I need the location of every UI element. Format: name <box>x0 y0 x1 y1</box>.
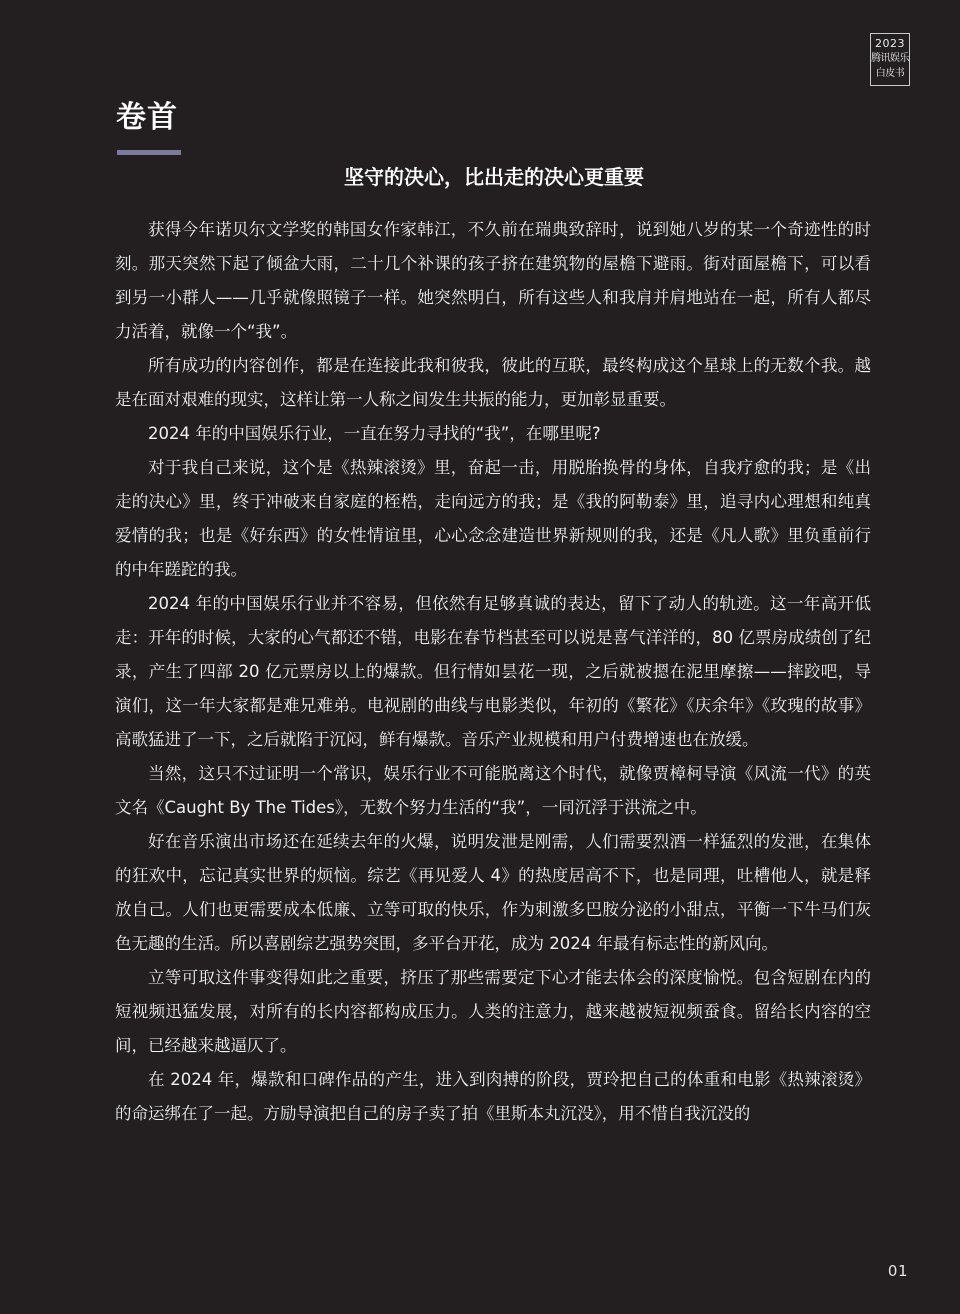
paragraph: 好在音乐演出市场还在延续去年的火爆，说明发泄是刚需，人们需要烈酒一样猛烈的发泄，在集体的狂欢中，忘记真实世界的烦恼。综艺《再见爱人 4》的热度居高不下，也是同理，吐槽他人，就是释放自己。人们也更需要成本低廉、立等可取的快乐，作为刺激多巴胺分泌的小甜点，平衡一下牛马们灰色无趣的生活。所以喜剧综艺强势突围，多平台开花，成为 2024 年最有标志性的新风向。 <box>115 832 871 953</box>
paragraph: 所有成功的内容创作，都是在连接此我和彼我，彼此的互联，最终构成这个星球上的无数个我。越是在面对艰难的现实，这样让第一人称之间发生共振的能力，更加彰显重要。 <box>115 356 871 409</box>
paragraph: 当然，这只不过证明一个常识，娱乐行业不可能脱离这个时代，就像贾樟柯导演《风流一代》的英文名《Caught By The Tides》，无数个努力生活的“我”，一同沉浮于洪流之中。 <box>115 764 871 817</box>
paragraph: 立等可取这件事变得如此之重要，挤压了那些需要定下心才能去体会的深度愉悦。包含短剧在内的短视频迅猛发展，对所有的长内容都构成压力。人类的注意力，越来越被短视频蚕食。留给长内容的空间，已经越来越逼仄了。 <box>115 968 871 1055</box>
brand-subtitle: 白皮书 <box>875 68 905 79</box>
title-underline <box>117 150 181 155</box>
paragraph: 2024 年的中国娱乐行业并不容易，但依然有足够真诚的表达，留下了动人的轨迹。这一年高开低走：开年的时候，大家的心气都还不错，电影在春节档甚至可以说是喜气洋洋的，80 亿票房成绩创了纪录，产生了四部 20 亿元票房以上的爆款。但行情如昙花一现，之后就被摁在泥里摩擦——摔跤吧，导演们，这一年大家都是难兄难弟。电视剧的曲线与电影类似，年初的《繁花》《庆余年》《玫瑰的故事》高歌猛进了一下，之后就陷于沉闷，鲜有爆款。音乐产业规模和用户付费增速也在放缓。 <box>115 594 871 749</box>
brand-year: 2023 <box>875 37 905 50</box>
paragraph: 2024 年的中国娱乐行业，一直在努力寻找的“我”，在哪里呢? <box>148 424 601 443</box>
section-title: 卷首 <box>116 100 178 135</box>
brand-name: 腾讯娱乐 <box>871 53 909 64</box>
article-body <box>115 213 871 1131</box>
paragraph: 获得今年诺贝尔文学奖的韩国女作家韩江，不久前在瑞典致辞时，说到她八岁的某一个奇迹性的时刻。那天突然下起了倾盆大雨，二十几个补课的孩子挤在建筑物的屋檐下避雨。街对面屋檐下，可以看到另一小群人——几乎就像照镜子一样。她突然明白，所有这些人和我肩并肩地站在一起，所有人都尽力活着，就像一个“我”。 <box>115 220 871 341</box>
brand-logo <box>870 33 910 86</box>
page-number: 01 <box>887 1262 908 1280</box>
paragraph: 在 2024 年，爆款和口碑作品的产生，进入到肉搏的阶段，贾玲把自己的体重和电影《热辣滚烫》的命运绑在了一起。方励导演把自己的房子卖了拍《里斯本丸沉没》，用不惜自我沉没的 <box>115 1070 871 1123</box>
article-heading: 坚守的决心，比出走的决心更重要 <box>344 165 644 189</box>
paragraph: 对于我自己来说，这个是《热辣滚烫》里，奋起一击，用脱胎换骨的身体，自我疗愈的我；是《出走的决心》里，终于冲破来自家庭的桎梏，走向远方的我；是《我的阿勒泰》里，追寻内心理想和纯真爱情的我；也是《好东西》的女性情谊里，心心念念建造世界新规则的我，还是《凡人歌》里负重前行的中年蹉跎的我。 <box>115 458 871 579</box>
